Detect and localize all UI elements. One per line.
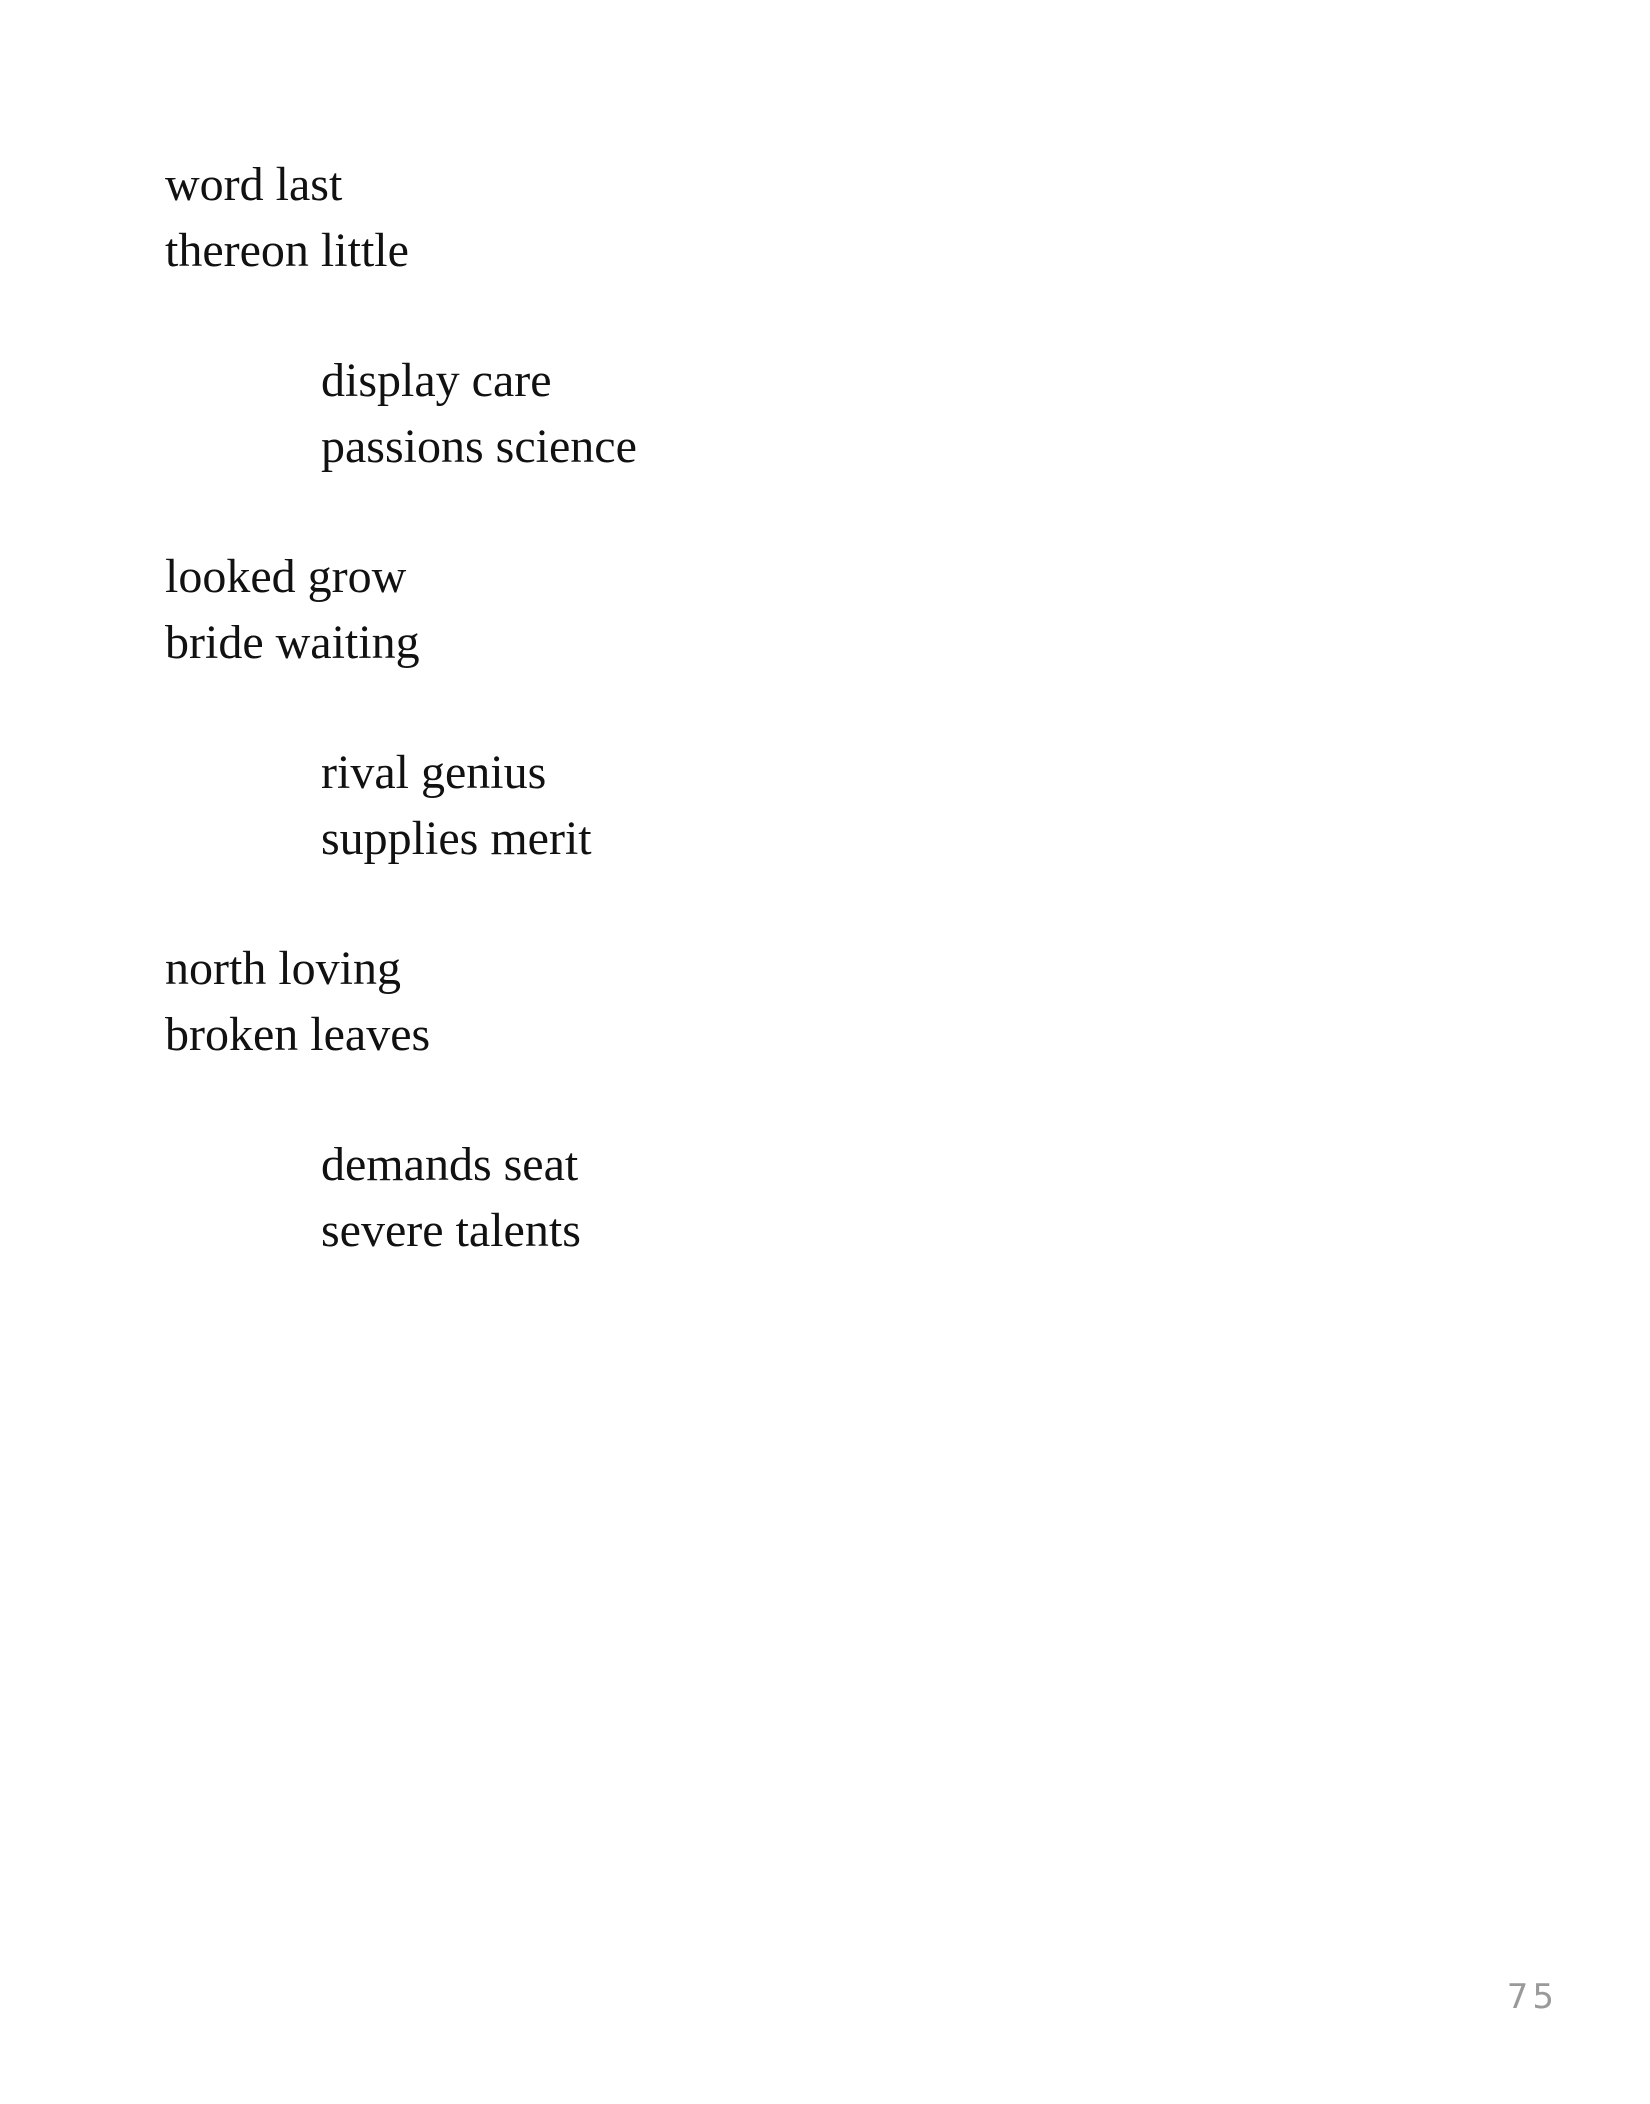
poem-line: passions science	[321, 420, 637, 473]
poem-line: bride waiting	[165, 616, 420, 669]
stanza-6	[321, 1132, 637, 1264]
poem-line: severe talents	[321, 1204, 581, 1257]
stanza-4	[321, 740, 637, 872]
stanza-3	[165, 544, 637, 676]
poem-line: demands seat	[321, 1138, 579, 1191]
poem	[165, 152, 637, 1328]
stanza-1	[165, 152, 637, 284]
poem-line: supplies merit	[321, 812, 592, 865]
poem-line: thereon little	[165, 224, 409, 277]
poem-line: broken leaves	[165, 1008, 431, 1061]
page-number: 75	[1506, 1977, 1558, 2017]
stanza-5	[165, 936, 637, 1068]
poem-line: word last	[165, 158, 343, 211]
poem-line: display care	[321, 354, 552, 407]
poem-line: looked grow	[165, 550, 407, 603]
poem-line: rival genius	[321, 746, 547, 799]
stanza-2	[321, 348, 637, 480]
poem-line: north loving	[165, 942, 401, 995]
